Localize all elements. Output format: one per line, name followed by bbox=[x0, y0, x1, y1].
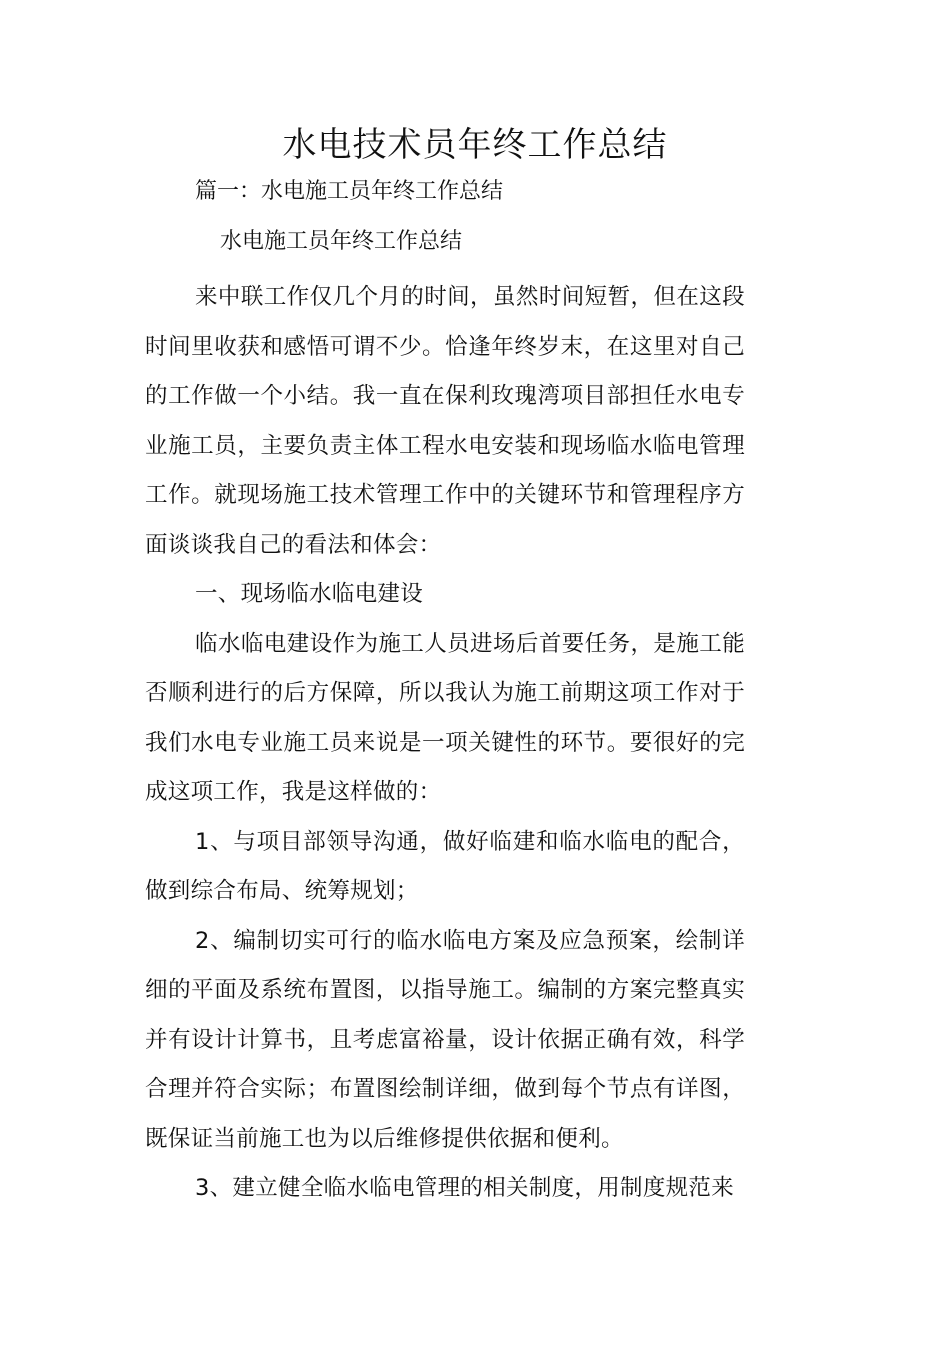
section-sub-title: 水电施工员年终工作总结 bbox=[220, 229, 463, 254]
paragraph: 临水临电建设作为施工人员进场后首要任务，是施工能否顺利进行的后方保障，所以我认为施工前期这项工作对于我们水电专业施工员来说是一项关键性的环节。要很好的完成这项工作，我是这样做的： bbox=[145, 630, 745, 805]
document-title: 水电技术员年终工作总结 bbox=[282, 125, 668, 165]
list-item: 1、与项目部领导沟通，做好临建和临水临电的配合，做到综合布局、统筹规划； bbox=[145, 828, 745, 904]
section-heading: 一、现场临水临电建设 bbox=[195, 581, 424, 607]
paragraph: 来中联工作仅几个月的时间，虽然时间短暂，但在这段时间里收获和感悟可谓不少。恰逢年终岁末，在这里对自己的工作做一个小结。我一直在保利玫瑰湾项目部担任水电专业施工员，主要负责主体工程水电安装和现场临水临电管理工作。就现场施工技术管理工作中的关键环节和管理程序方面谈谈我自己的看法和体会： bbox=[145, 284, 745, 558]
document-body bbox=[145, 273, 745, 1214]
list-item: 3、建立健全临水临电管理的相关制度，用制度规范来 bbox=[195, 1175, 735, 1201]
section-label: 篇一：水电施工员年终工作总结 bbox=[195, 179, 504, 204]
list-item: 2、编制切实可行的临水临电方案及应急预案，绘制详细的平面及系统布置图，以指导施工。编制的方案完整真实并有设计计算书，且考虑富裕量，设计依据正确有效，科学合理并符合实际；布置图绘制详细，做到每个节点有详图，既保证当前施工也为以后维修提供依据和便利。 bbox=[145, 927, 745, 1152]
